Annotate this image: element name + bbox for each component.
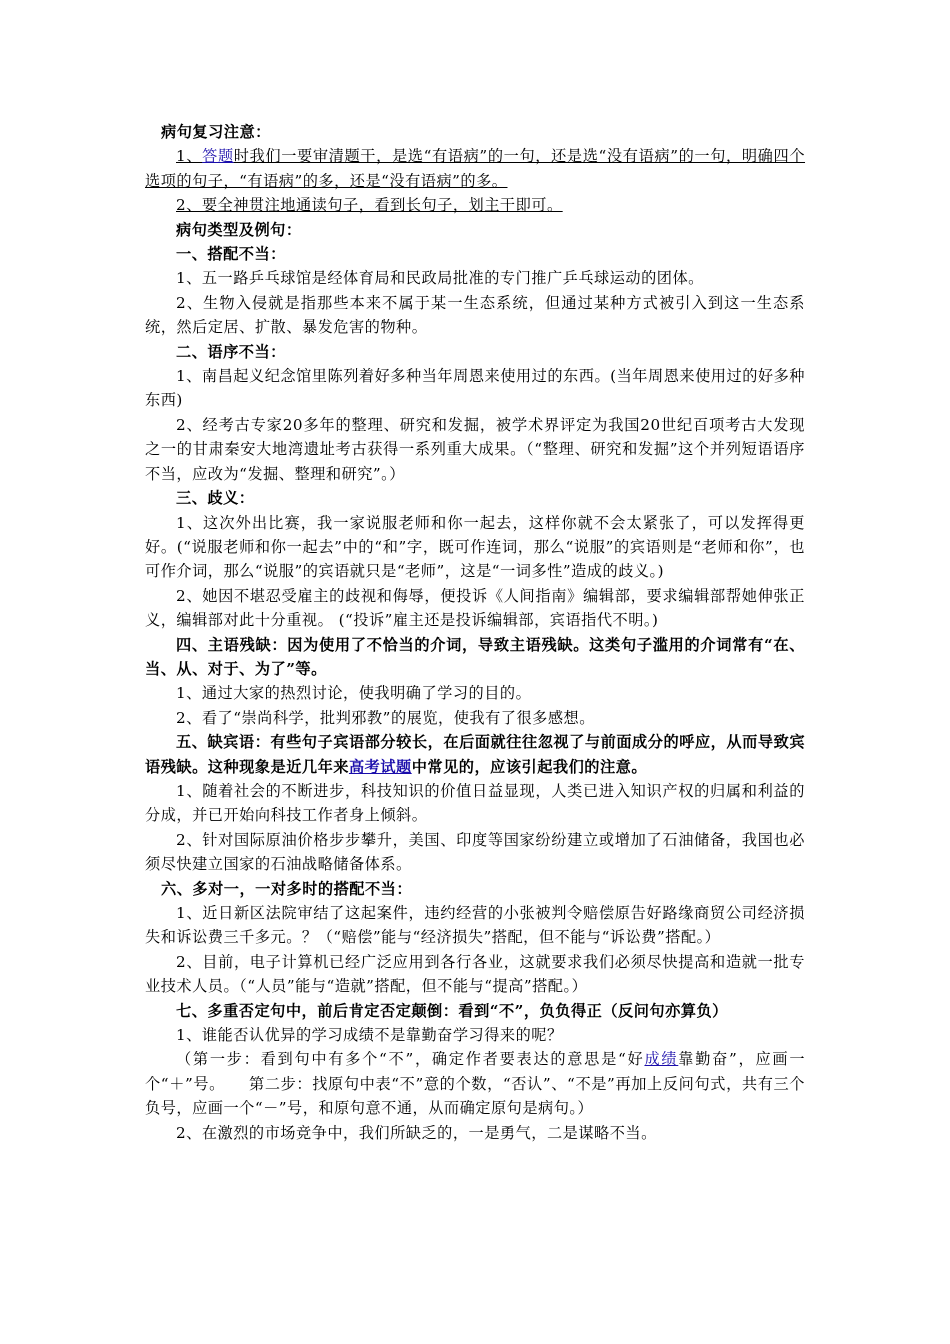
note-2: 2、要全神贯注地通读句子，看到长句子，划主干即可。: [176, 196, 563, 215]
section-4-title: 四、主语残缺：因为使用了不恰当的介词，导致主语残缺。这类句子滥用的介词常有“在、当、从、对于、为了”等。: [145, 635, 805, 678]
section-6-title: 六、多对一，一对多时的搭配不当：: [161, 879, 412, 898]
section-4-example-2: 2、看了“崇尚科学，批判邪教”的展览，使我有了很多感想。: [176, 708, 595, 727]
section-7-explanation: [145, 1047, 805, 1120]
answer-link[interactable]: 答题: [202, 147, 234, 166]
section-6-example-1: 1、近日新区法院审结了这起案件，违约经营的小张被判令赔偿原告好路缘商贸公司经济损失和诉讼费三千多元。？（“赔偿”能与“经济损失”搭配，但不能与“诉讼费”搭配。）: [145, 904, 805, 947]
notes-heading: 病句复习注意：: [161, 123, 271, 141]
section-1-example-1: 1、五一路乒乓球馆是经体育局和民政局批准的专门推广乒乓球运动的团体。: [176, 269, 704, 288]
section-7-example-1: 1、谁能否认优异的学习成绩不是靠勤奋学习得来的呢？: [176, 1026, 563, 1045]
types-heading: 病句类型及例句：: [176, 220, 302, 239]
section-7-explanation-b: 靠勤奋”，应画一个“＋”号。 第二步：找原句中表“不”意的个数，“否认”、“不是”再加上反问句式，共有三个负号，应画一个“－”号，和原句意不通，从而确定原句是病句。）: [145, 1050, 806, 1118]
section-5-title: [145, 730, 805, 779]
section-2-title: 二、语序不当：: [176, 342, 286, 361]
section-3-example-1: 1、这次外出比赛，我一家说服老师和你一起去，这样你就不会太紧张了，可以发挥得更好。(“说服老师和你一起去”中的“和”字，既可作连词，那么“说服”的宾语则是“老师和你”，也可作介词，那么“说服”的宾语就只是“老师”，这是“一词多性”造成的歧义。): [145, 513, 805, 581]
note-1-text: 时我们一要审清题干，是选“有语病”的一句，还是选“没有语病”的一句，明确四个选项的句子，“有语病”的多，还是“没有语病”的多。: [145, 147, 806, 190]
section-1-title: 一、搭配不当：: [176, 245, 286, 264]
section-7-example-2: 2、在激烈的市场竞争中，我们所缺乏的，一是勇气，二是谋略不当。: [176, 1123, 657, 1142]
section-5-title-a: 五、缺宾语：有些句子宾语部分较长，在后面就往往忽视了与前面成分的呼应，从而导致宾语残缺。这种现象是近几年来: [145, 733, 805, 776]
note-1-prefix: 1、: [176, 147, 203, 166]
section-5-title-b: 中常见的，应该引起我们的注意。: [411, 757, 647, 776]
section-4-example-1: 1、通过大家的热烈讨论，使我明确了学习的目的。: [176, 684, 532, 703]
section-3-title: 三、歧义：: [176, 489, 255, 508]
section-5-example-2: 2、针对国际原油价格步步攀升，美国、印度等国家纷纷建立或增加了石油储备，我国也必须尽快建立国家的石油战略储备体系。: [145, 830, 805, 874]
section-7-explanation-a: （第一步：看到句中有多个“不”，确定作者要表达的意思是“好: [176, 1050, 645, 1069]
section-7-title: 七、多重否定句中，前后肯定否定颠倒：看到“不”，负负得正（反问句亦算负）: [176, 1001, 728, 1020]
note-1: [145, 144, 805, 193]
grades-link[interactable]: 成绩: [644, 1050, 679, 1069]
section-2-example-2: 2、经考古专家20多年的整理、研究和发掘，被学术界评定为我国20世纪百项考古大发现之一的甘肃秦安大地湾遗址考古获得一系列重大成果。（“整理、研究和发掘”这个并列短语语序不当，应改为“发掘、整理和研究”。）: [145, 415, 805, 483]
section-3-example-2: 2、她因不堪忍受雇主的歧视和侮辱，便投诉《人间指南》编辑部，要求编辑部帮她伸张正义，编辑部对此十分重视。 (“投诉”雇主还是投诉编辑部，宾语指代不明。): [145, 586, 805, 630]
section-6-example-2: 2、目前，电子计算机已经广泛应用到各行各业，这就要求我们必须尽快提高和造就一批专业技术人员。（“人员”能与“造就”搭配，但不能与“提高”搭配。）: [145, 952, 805, 996]
section-1-example-2: 2、生物入侵就是指那些本来不属于某一生态系统，但通过某种方式被引入到这一生态系统，然后定居、扩散、暴发危害的物种。: [145, 293, 805, 337]
section-5-example-1: 1、随着社会的不断进步，科技知识的价值日益显现，人类已进入知识产权的归属和利益的分成，并已开始向科技工作者身上倾斜。: [145, 781, 805, 825]
document-page: [145, 120, 805, 1145]
section-2-example-1: 1、南昌起义纪念馆里陈列着好多种当年周恩来使用过的东西。(当年周恩来使用过的好多种东西): [145, 367, 805, 410]
exam-questions-link[interactable]: 高考试题: [348, 757, 412, 776]
